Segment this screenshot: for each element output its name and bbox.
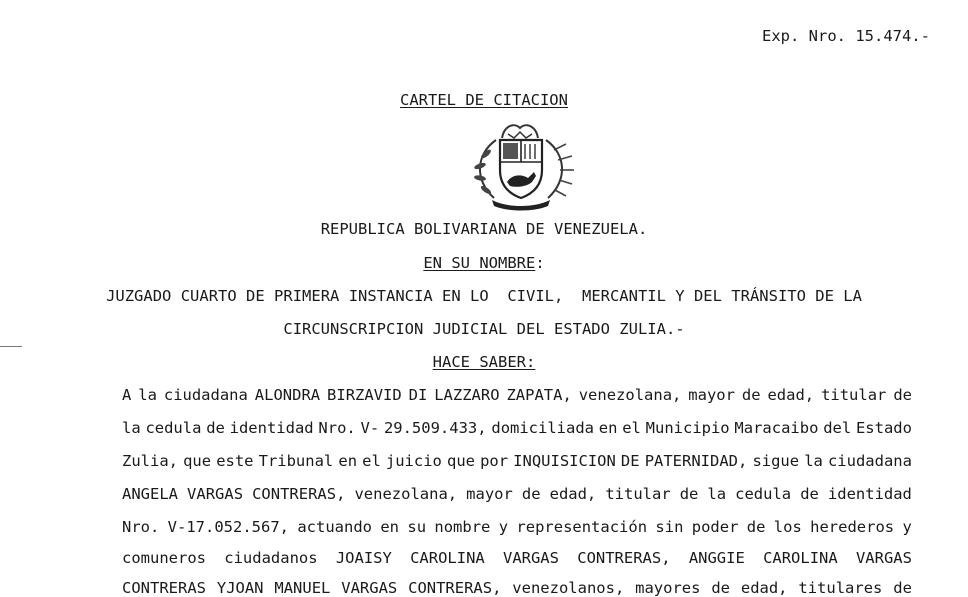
body-word: Nro.: [122, 518, 160, 536]
body-word: representación: [516, 518, 648, 536]
en-su-nombre-heading: [0, 254, 968, 272]
body-word: VARGAS: [855, 549, 912, 567]
body-word: de: [893, 579, 912, 597]
body-word: actuando: [297, 518, 372, 536]
body-word: Municipio: [645, 419, 730, 437]
body-word: mayores: [635, 579, 701, 597]
body-line: [122, 452, 912, 470]
body-word: sigue: [752, 452, 800, 470]
body-word: identidad: [827, 485, 912, 503]
body-word: la: [804, 452, 823, 470]
hace-saber-heading: HACE SABER:: [432, 353, 536, 371]
body-word: ALONDRA: [254, 386, 321, 404]
body-word: venezolana,: [354, 485, 458, 503]
body-word: A: [122, 386, 132, 404]
body-word: juicio: [385, 452, 442, 470]
body-line: [122, 419, 912, 437]
body-word: ANGGIE: [688, 549, 745, 567]
body-word: titular: [605, 485, 671, 503]
body-word: en: [380, 518, 400, 536]
body-word: mayor: [466, 485, 513, 503]
body-word: Estado: [855, 419, 912, 437]
body-word: edad,: [740, 579, 788, 597]
body-word: la: [707, 485, 727, 503]
body-word: V-: [360, 419, 380, 437]
body-word: VARGAS: [502, 549, 559, 567]
body-word: los: [773, 518, 802, 536]
body-word: PATERNIDAD,: [644, 452, 748, 470]
body-word: YJOAN: [216, 579, 264, 597]
body-line: [122, 549, 912, 567]
body-word: su: [407, 518, 427, 536]
document-title: CARTEL DE CITACION: [400, 91, 568, 109]
body-word: de: [679, 485, 699, 503]
body-word: ZAPATA,: [506, 386, 572, 404]
body-word: CONTRERAS: [122, 579, 206, 597]
en-su-nombre-colon: :: [535, 254, 545, 272]
body-word: herederos: [810, 518, 895, 536]
body-word: de: [521, 485, 541, 503]
body-word: nombre: [434, 518, 491, 536]
body-word: Nro.: [318, 419, 356, 437]
body-word: CAROLINA: [763, 549, 838, 567]
body-word: CONTRERAS,: [252, 485, 346, 503]
body-word: que: [183, 452, 212, 470]
body-word: de: [893, 386, 912, 404]
coat-of-arms-icon: [462, 120, 580, 212]
body-word: por: [480, 452, 509, 470]
body-word: DE: [620, 452, 640, 470]
body-word: la: [138, 386, 157, 404]
body-word: de: [741, 386, 761, 404]
republic-heading: REPUBLICA BOLIVARIANA DE VENEZUELA.: [320, 220, 648, 238]
body-word: ciudadana: [163, 386, 248, 404]
body-word: edad,: [549, 485, 597, 503]
body-word: la: [122, 419, 141, 437]
body-word: venezolanos,: [512, 579, 625, 597]
body-word: titulares: [798, 579, 883, 597]
body-word: JOAISY: [335, 549, 392, 567]
expediente-number: Exp. Nro. 15.474.-: [762, 27, 930, 45]
body-word: Maracaibo: [734, 419, 819, 437]
body-word: en: [338, 452, 358, 470]
body-word: CONTRERAS,: [408, 579, 502, 597]
body-word: ciudadana: [827, 452, 912, 470]
body-word: de: [711, 579, 730, 597]
body-word: sin: [655, 518, 684, 536]
body-word: MANUEL: [274, 579, 331, 597]
body-word: el: [622, 419, 641, 437]
body-word: de: [800, 485, 819, 503]
body-word: titular: [821, 386, 887, 404]
body-word: este: [216, 452, 254, 470]
body-word: ANGELA: [122, 485, 178, 503]
body-word: V-17.052.567,: [167, 518, 289, 536]
en-su-nombre-text: EN SU NOMBRE: [423, 254, 536, 272]
body-word: de: [206, 419, 225, 437]
body-line: [122, 386, 912, 404]
body-word: venezolana,: [578, 386, 682, 404]
body-word: de: [746, 518, 766, 536]
body-word: VARGAS: [341, 579, 398, 597]
body-word: poder: [691, 518, 739, 536]
scan-artifact: [0, 346, 22, 347]
body-word: el: [362, 452, 381, 470]
body-word: cedula: [145, 419, 202, 437]
body-word: domiciliada: [491, 419, 595, 437]
body-word: comuneros: [122, 549, 206, 567]
body-word: mayor: [688, 386, 735, 404]
body-word: ciudadanos: [224, 549, 318, 567]
body-word: que: [446, 452, 475, 470]
body-word: identidad: [229, 419, 314, 437]
body-word: y: [902, 518, 912, 536]
body-word: INQUISICION: [513, 452, 616, 470]
body-word: DI: [408, 386, 428, 404]
body-word: CONTRERAS,: [577, 549, 671, 567]
body-word: LAZZARO: [434, 386, 500, 404]
body-word: VARGAS: [187, 485, 244, 503]
court-name-line-1: JUZGADO CUARTO DE PRIMERA INSTANCIA EN LO CIVIL, MERCANTIL Y DEL TRÁNSITO DE LA: [106, 287, 862, 305]
body-word: BIRZAVID: [327, 386, 402, 404]
body-word: cedula: [735, 485, 792, 503]
body-word: y: [498, 518, 509, 536]
body-line: [122, 518, 912, 536]
body-word: CAROLINA: [410, 549, 485, 567]
body-line: [122, 579, 912, 597]
court-name-line-2: CIRCUNSCRIPCION JUDICIAL DEL ESTADO ZULIA.-: [283, 320, 685, 338]
body-word: edad,: [767, 386, 815, 404]
body-word: Tribunal: [258, 452, 334, 470]
body-word: en: [598, 419, 618, 437]
body-word: del: [823, 419, 852, 437]
body-word: Zulia,: [122, 452, 178, 470]
body-word: 29.509.433,: [383, 419, 487, 437]
body-line: [122, 485, 912, 503]
